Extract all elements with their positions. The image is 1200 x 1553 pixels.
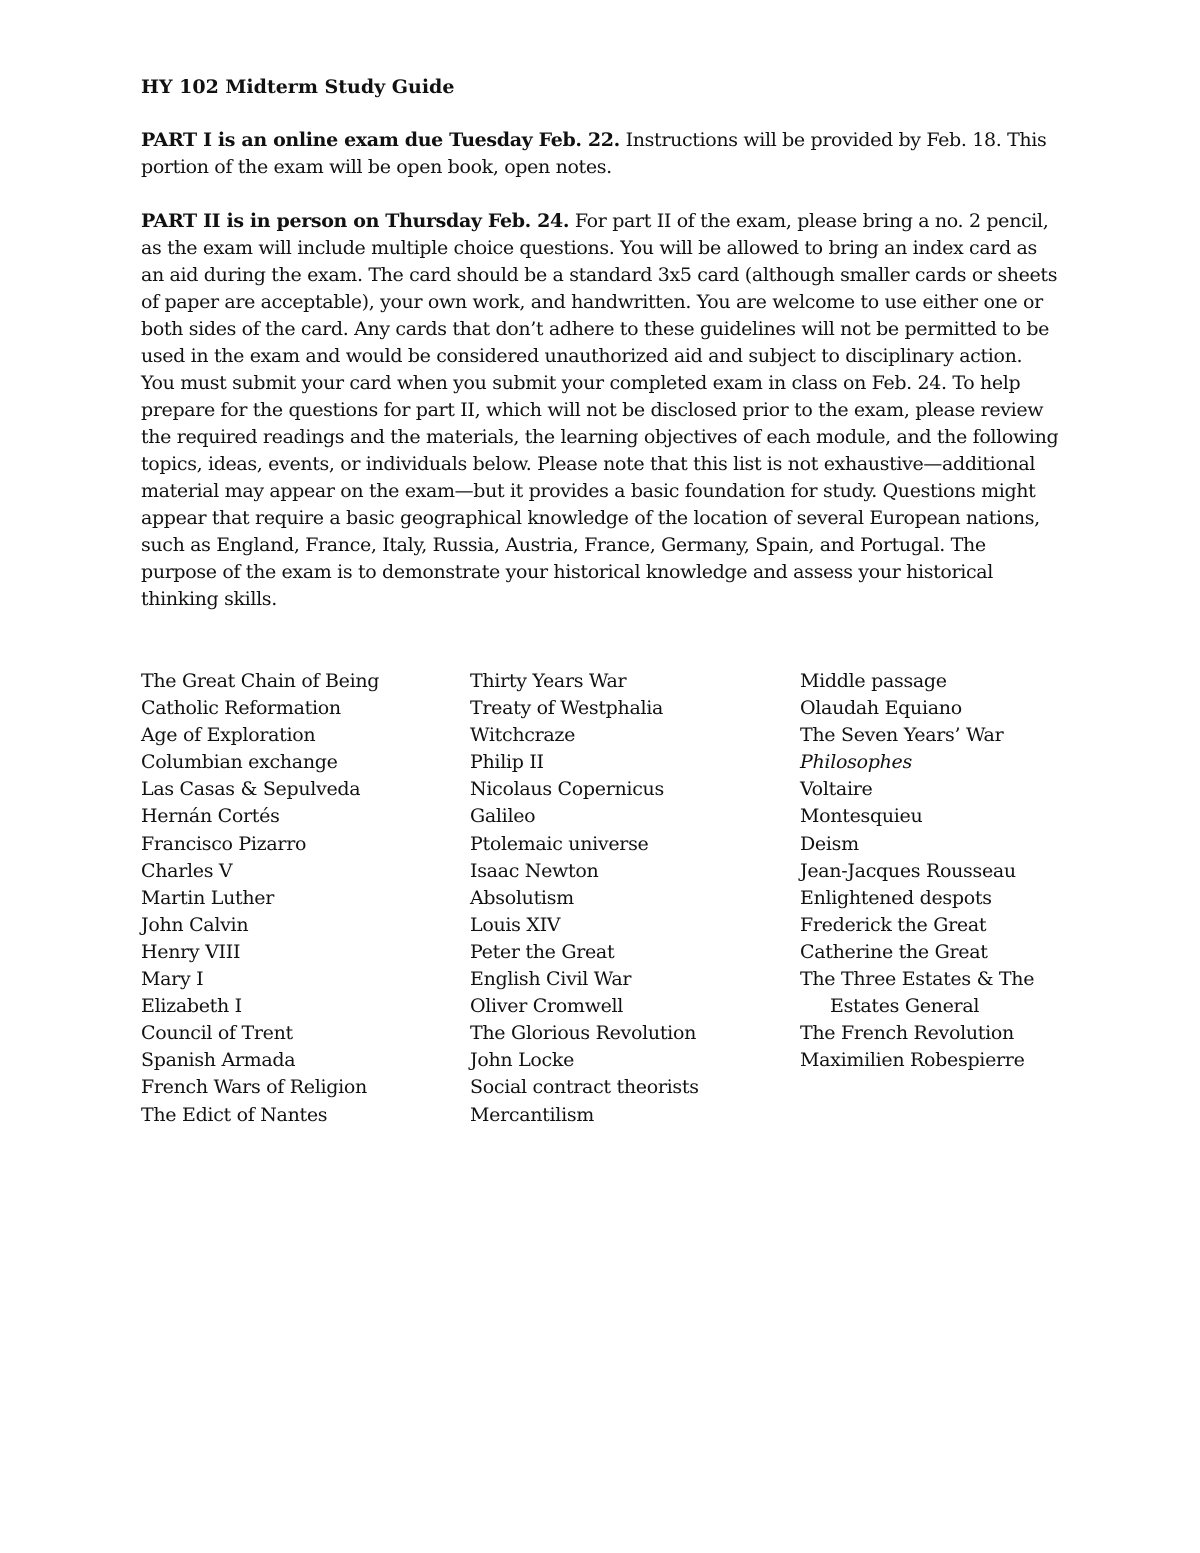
topic-item: Galileo (470, 805, 536, 828)
topic-item: The Seven Years’ War (800, 724, 1004, 747)
page-title: HY 102 Midterm Study Guide (141, 76, 455, 98)
topic-item: Mary I (141, 968, 204, 991)
topic-item: The French Revolution (800, 1022, 1014, 1045)
topic-item: Catherine the Great (800, 940, 988, 963)
topic-item: John Locke (470, 1049, 575, 1072)
topic-item: Charles V (141, 859, 233, 882)
part-one-heading: PART I is an online exam due Tuesday Feb. 22. (141, 129, 620, 151)
topic-item: The Great Chain of Being (141, 670, 380, 692)
topic-item: Ptolemaic universe (470, 832, 649, 855)
topic-item: Columbian exchange (141, 751, 338, 774)
topic-item: Olaudah Equiano (800, 697, 962, 720)
part-two-heading: PART II is in person on Thursday Feb. 24. (141, 210, 570, 232)
topic-item: Martin Luther (141, 886, 275, 909)
part-one-paragraph (141, 127, 1059, 181)
topic-item: Philip II (470, 751, 544, 774)
topic-item: Social contract theorists (470, 1076, 699, 1099)
part-two-body: For part II of the exam, please bring a no. 2 pencil, as the exam will include multiple choice questions. You will be allowed to bring an index card as an aid during the exam. The card should be a standard 3x5 card (although smaller cards or sheets of paper are acceptable), your own work, and handwritten. You are welcome to use either one or both sides of the card. Any cards that don’t adhere to these guidelines will not be permitted to be used in the exam and would be considered unauthorized aid and subject to disciplinary action. You must submit your card when you submit your completed exam in class on Feb. 24. To help prepare for the questions for part II, which will not be disclosed prior to the exam, please review the required readings and the materials, the learning objectives of each module, and the following topics, ideas, events, or individuals below. Please note that this list is not exhaustive—additional material may appear on the exam—but it provides a basic foundation for study. Questions might appear that require a basic geographical knowledge of the location of several European nations, such as England, France, Italy, Russia, Austria, France, Germany, Spain, and Portugal. The purpose of the exam is to demonstrate your historical knowledge and assess your historical thinking skills. (141, 210, 1059, 610)
part-two-paragraph (141, 208, 1059, 613)
topic-item: Henry VIII (141, 940, 241, 963)
topic-item: John Calvin (141, 913, 249, 936)
topic-item: The Glorious Revolution (470, 1022, 697, 1045)
topic-item: Louis XIV (470, 913, 561, 936)
topic-item: Jean-Jacques Rousseau (800, 859, 1016, 882)
topic-item: Treaty of Westphalia (470, 697, 664, 720)
topic-item: Council of Trent (141, 1022, 293, 1045)
topic-item: Las Casas & Sepulveda (141, 778, 361, 801)
topic-item: Witchcraze (470, 724, 576, 747)
topic-item: Hernán Cortés (141, 805, 280, 828)
topic-item: Age of Exploration (141, 724, 316, 747)
topic-item: Catholic Reformation (141, 697, 341, 720)
topic-list-column-1 (141, 668, 461, 1129)
topic-item: Deism (800, 832, 859, 855)
topic-item: Oliver Cromwell (470, 995, 624, 1018)
topic-item: Spanish Armada (141, 1049, 296, 1072)
topic-list-column-3 (800, 668, 1060, 1074)
topic-item: The Edict of Nantes (141, 1103, 328, 1126)
topic-list-column-2 (470, 668, 790, 1129)
topic-item: Absolutism (470, 886, 574, 909)
topic-item: Isaac Newton (470, 859, 599, 882)
topic-item: Philosophes (800, 751, 912, 774)
topic-item: English Civil War (470, 968, 632, 991)
topic-item: The Three Estates & The Estates General (800, 968, 1035, 1018)
topic-item: Montesquieu (800, 805, 923, 828)
part-one-body: Instructions will be provided by Feb. 18. This portion of the exam will be open book, open notes. (141, 129, 1047, 178)
topic-item: Voltaire (800, 778, 873, 801)
topic-item: Mercantilism (470, 1103, 595, 1126)
topic-item: Peter the Great (470, 940, 615, 963)
topic-item: Maximilien Robespierre (800, 1049, 1025, 1072)
topic-item: Frederick the Great (800, 913, 987, 936)
topic-item: Francisco Pizarro (141, 832, 307, 855)
topic-item: Thirty Years War (470, 670, 627, 692)
topic-item: Middle passage (800, 670, 947, 692)
topic-item: Elizabeth I (141, 995, 242, 1018)
topic-item: Enlightened despots (800, 886, 992, 909)
topic-item: Nicolaus Copernicus (470, 778, 664, 801)
topic-item: French Wars of Religion (141, 1076, 367, 1099)
